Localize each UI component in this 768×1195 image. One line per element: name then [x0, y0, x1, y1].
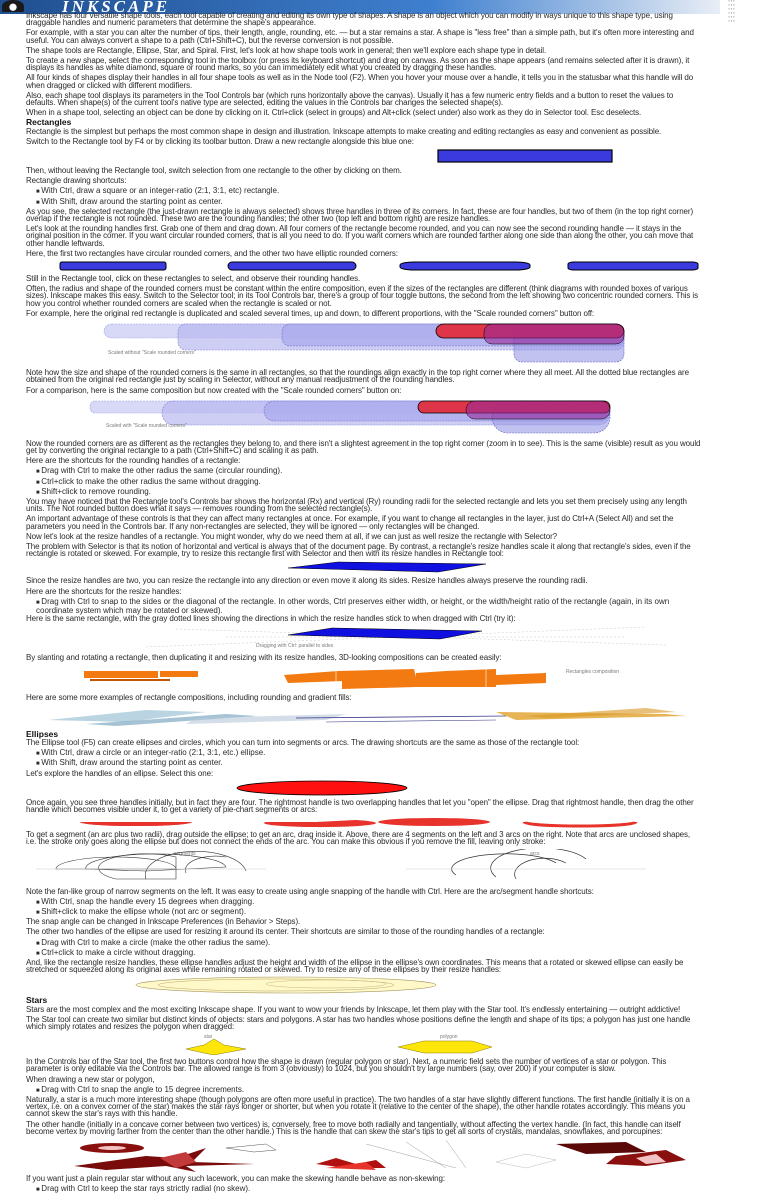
- ellipse-arc-1[interactable]: [378, 818, 490, 826]
- figure-star-variations: [26, 1138, 702, 1172]
- list-item: ■ Ctrl+click to make the other radius the same without dragging.: [36, 478, 702, 487]
- paragraph: The other handle (initially in a concave corner between two vertices) is, conversely, free to move both radially and tangentially, without affecting the vertex handle. (In fact, this handle can itself become vertex by moving farther from the center than the other handle.) This is the handle that can skew the star's tips to get all sorts of crystals, mandalas, snowflakes, and porcupines:: [26, 1119, 681, 1136]
- paragraph: If you want just a plain regular star without any such lacework, you can make the skewing handle behave as non-skewing:: [26, 1174, 446, 1184]
- yellow-polygon[interactable]: [398, 1041, 492, 1053]
- paragraph: For example, with a star you can alter the number of tips, their length, angle, rounding, etc. — but a star remains a star. A shape is "less free" than a simple path, but it's often more interesting and useful. You can always convert a shape to a path (Ctrl+Shift+C), but the reverse conversion is not possible.: [26, 28, 694, 45]
- paragraph: Let's explore the handles of an ellipse. Select this one:: [26, 768, 214, 778]
- paragraph: When in a shape tool, selecting an object can be done by clicking on it. Ctrl+click (select in groups) and Alt+click (select under) also work as they do in Selector tool. Esc deselects.: [26, 108, 642, 118]
- paragraph: Often, the radius and shape of the rounded corners must be constant within the entire composition, even if the sizes of the rectangles are different (think diagrams with rounded boxes of various sizes). Inkscape makes this easy. Switch to the Selector tool; in its Tool Controls bar, there's a group of four toggle buttons, the second from the left showing two concentric rounded corners. This is how you control whether rounded corners are scaled when the rectangle is scaled or not.: [26, 284, 699, 308]
- paragraph: For example, here the original red rectangle is duplicated and scaled several times, up and down, to different proportions, with the "Scale rounded corners" button off:: [26, 308, 595, 318]
- rounded-rectangle-elliptic-1[interactable]: [400, 262, 530, 270]
- figure-rounded-rectangles: [26, 260, 702, 272]
- caption-polygon: polygon: [440, 1034, 458, 1041]
- paragraph: Here are the shortcuts for the resize handles:: [26, 586, 182, 596]
- paragraph: The Ellipse tool (F5) can create ellipses and circles, which you can turn into segments or arcs. The drawing shortcuts are the same as those of the rectangle tool:: [26, 737, 580, 747]
- figure-scaled-rounding-off: [26, 320, 702, 366]
- section-heading-stars: Stars: [26, 995, 48, 1006]
- paragraph: Here are some more examples of rectangle compositions, including rounding and gradient fills:: [26, 692, 352, 702]
- list-item: ■ Drag with Ctrl to keep the star rays strictly radial (no skew).: [36, 1185, 702, 1194]
- paragraph: The Star tool can create two similar but distinct kinds of objects: stars and polygons. A star has two handles whose positions define the length and shape of its tips; a polygon has just one handle which simply rotates and resizes the polygon when dragged:: [26, 1014, 691, 1032]
- list-item: ■ Drag with Ctrl to snap to the sides or the diagonal of the rectangle. In other words, Ctrl preserves either width, or height, or the width/height ratio of the rectangle (again, in its own coordinate system which may be rotated or skewed).: [36, 598, 702, 614]
- paragraph: When drawing a new star or polygon,: [26, 1074, 155, 1084]
- paragraph: To create a new shape, select the corresponding tool in the toolbox (or press its keyboard shortcut) and drag on canvas. As soon as the shape appears (and remains selected after it is drawn), it displays its handles as white diamond, square or round marks, so you can immediately edit what you created by dragging these handles.: [26, 56, 690, 73]
- figure-3d-compositions: [26, 665, 702, 691]
- paragraph: Naturally, a star is a much more interesting shape (though polygons are often more useful in practice). The two handles of a star have slightly different functions. The first handle (initially it is on a vertex, i.e. on a convex corner of the star) makes the star rays longer or shorter, but when you rotate it (relative to the center of the shape), the other handle rotates accordingly. This means you cannot skew the star's rays with this handle.: [26, 1095, 690, 1119]
- paragraph: Let's look at the rounding handles first. Grab one of them and drag down. All four corners of the rectangle become rounded, and you can now see the second rounding handle — it stays in the original position in the corner. If you want circular rounded corners, that is all you need to do. If you want corners which are rounded farther along one side than along the other, you can move that other handle leftwards.: [26, 224, 694, 248]
- paragraph: Note the fan-like group of narrow segments on the left. It was easy to create using angle snapping of the handle with Ctrl. Here are the arc/segment handle shortcuts:: [26, 886, 594, 896]
- figure-skewed-rectangle: [26, 560, 702, 574]
- list-item: ■ With Ctrl, snap the handle every 15 degrees when dragging.: [36, 898, 702, 907]
- list-item: ■ With Ctrl, draw a circle or an integer-ratio (2:1, 3:1, etc.) ellipse.: [36, 749, 702, 758]
- ellipse-arc-2[interactable]: [524, 822, 636, 826]
- paragraph: An important advantage of these controls is that they can affect many rectangles at once. For example, if you want to change all rectangles in the layer, just do Ctrl+A (Select All) and set the parameters you need in the Controls bar. If any non-rectangles are selected, they will be ignored — only rectangles will be changed.: [26, 514, 674, 531]
- header-title: INKSCAPE: [62, 0, 171, 16]
- paragraph: Stars are the most complex and the most exciting Inkscape shape. If you want to wow your friends by Inkscape, let them play with the Star tool. It's endlessly entertaining — outright addictive!: [26, 1004, 681, 1014]
- list-item: ■ Ctrl+click to make a circle without dragging.: [36, 949, 702, 958]
- list-item: ■ With Ctrl, draw a square or an integer-ratio (2:1, 3:1, etc) rectangle.: [36, 187, 702, 196]
- figure-resizable-ellipses: [26, 976, 702, 994]
- figure-gradient-compositions: [26, 704, 702, 728]
- paragraph: You may have noticed that the Rectangle tool's Controls bar shows the horizontal (Rx) and vertical (Ry) rounding radii for the selected rectangle and lets you set them precisely using any length units. The Not rounded button does what it says — removes rounding from the selected rectangle(s).: [26, 496, 687, 514]
- figure-unfilled-arcs: [26, 849, 702, 885]
- paragraph: In the Controls bar of the Star tool, the first two buttons control how the shape is drawn (regular polygon or star). Next, a numeric field sets the number of vertices of a star or polygon. This parameter is only editable via the Controls bar. The allowed range is from 3 (obviously) to 1024, but you shouldn't try large numbers (say, over 200) if your computer is slow.: [26, 1057, 667, 1074]
- list-item: ■ With Shift, draw around the starting point as center.: [36, 759, 702, 768]
- paragraph: The shape tools are Rectangle, Ellipse, Star, and Spiral. First, let's look at how shape tools work in general; then we'll explore each shape type in detail.: [26, 45, 547, 55]
- tutorial-content: [26, 12, 702, 1195]
- paragraph: Note how the size and shape of the rounded corners is the same in all rectangles, so that the roundings align exactly in the top right corner where they all meet. All the dotted blue rectangles are obtained from the original red rectangle just by scaling in Selector, without any manual readjustment of the rounding handles.: [26, 368, 689, 385]
- rounded-rectangle-elliptic-2[interactable]: [568, 262, 698, 270]
- caption-compositions: Rectangles composition: [566, 668, 620, 675]
- caption-segments: segments: [174, 850, 196, 857]
- paragraph: Rectangle is the simplest but perhaps the most common shape in design and illustration. Inkscape attempts to make creating and editing rectangles as easy and convenient as possible.: [26, 126, 662, 136]
- paragraph: Inkscape has four versatile shape tools, each tool capable of creating and editing its own type of shapes. A shape is an object which you can modify in ways unique to this shape type, using draggable handles and numeric parameters that determine the shape's appearance.: [26, 11, 673, 28]
- paragraph: Switch to the Rectangle tool by F4 or by clicking its toolbar button. Draw a new rectangle alongside this blue one:: [26, 136, 414, 146]
- paragraph: Here, the first two rectangles have circular rounded corners, and the other two have elliptic rounded corners:: [26, 248, 398, 258]
- inkscape-logo-icon: [2, 0, 24, 12]
- paragraph: Since the resize handles are two, you can resize the rectangle into any direction or even move it along its sides. Resize handles always preserve the rounding radii.: [26, 576, 588, 586]
- paragraph: Here is the same rectangle, with the gray dotted lines showing the directions in which the resize handles stick to when dragged with Ctrl (try it):: [26, 614, 516, 624]
- caption-star: star: [204, 1034, 213, 1041]
- paragraph: All four kinds of shapes display their handles in all four shape tools as well as in the Node tool (F2). When you hover your mouse over a handle, it tells you in the statusbar what this handle will do when dragged or clicked with different modifiers.: [26, 73, 694, 90]
- list-item: ■ Drag with Ctrl to snap the angle to 15 degree increments.: [36, 1086, 702, 1095]
- red-ellipse[interactable]: [237, 781, 407, 795]
- paragraph: And, like the rectangle resize handles, these ellipse handles adjust the height and width of the ellipse in the ellipse's own coordinates. This means that a rotated or skewed ellipse can easily be stretched or squeezed along its original axes while remaining rotated or skewed. Try to resize any of these ellipses by their resize handles:: [26, 958, 684, 975]
- figure-blue-rectangle: [26, 148, 702, 164]
- paragraph: The other two handles of the ellipse are used for resizing it around its center. Their shortcuts are similar to those of the rounding handles of a rectangle:: [26, 927, 545, 937]
- paragraph: Still in the Rectangle tool, click on these rectangles to select, and observe their rounding handles.: [26, 274, 361, 284]
- yellow-star[interactable]: [186, 1039, 246, 1055]
- figure-segments-arcs: [26, 816, 702, 828]
- figure-scaled-rounding-on: [26, 397, 702, 437]
- figure-red-ellipse: [26, 780, 702, 796]
- figure-star-polygon: [26, 1033, 702, 1055]
- paragraph: Now let's look at the resize handles of a rectangle. You might wonder, why do we need them at all, if we can just as well resize the rectangle with Selector?: [26, 531, 558, 541]
- paragraph: To get a segment (an arc plus two radii), drag outside the ellipse; to get an arc, drag inside it. Above, there are 4 segments on the left and 3 arcs on the right. Note that arcs are unclosed shapes, i.e. the stroke only goes along the ellipse but does not connect the ends of the arc. You can make this obvious if you remove the fill, leaving only stroke:: [26, 830, 691, 847]
- yellow-ellipse[interactable]: [136, 977, 436, 993]
- rounded-rectangle-circular-2[interactable]: [228, 262, 356, 270]
- list-item: ■ Shift+click to remove rounding.: [36, 488, 702, 497]
- paragraph: Rectangle drawing shortcuts:: [26, 176, 127, 186]
- caption-scaled-on: Scaled with "Scale rounded corners": [106, 422, 187, 429]
- caption-scaled-off: Scaled without "Scale rounded corners": [108, 350, 196, 357]
- skewed-blue-rectangle-guided[interactable]: [288, 628, 482, 639]
- blue-rectangle[interactable]: [438, 150, 612, 162]
- list-item: ■ With Shift, draw around the starting point as center.: [36, 198, 702, 207]
- side-margin-mark: ▪▪▪ ▪▪▪ ▪▪▪ ▪▪▪ ▪▪▪ ▪▪▪: [728, 0, 736, 24]
- paragraph: Also, each shape tool displays its parameters in the Tool Controls bar (which runs horizontally above the canvas). Usually it has a few numeric entry fields and a button to reset the values to defaults. When shape(s) of the current tool's native type are selected, editing the values in the Controls bar changes the selected shape(s).: [26, 90, 674, 108]
- paragraph: Now the rounded corners are as different as the rectangles they belong to, and there isn't a slightest agreement in the top right corner (zoom in to see). This is the same (visible) result as you would get by converting the original rectangle to a path (Ctrl+Shift+C) and scaling it as path.: [26, 438, 701, 455]
- paragraph: By slanting and rotating a rectangle, then duplicating it and resizing with its resize handles, 3D-looking compositions can be created easily:: [26, 653, 502, 663]
- paragraph: Then, without leaving the Rectangle tool, switch selection from one rectangle to the other by clicking on them.: [26, 166, 402, 176]
- skewed-blue-rectangle[interactable]: [288, 562, 486, 572]
- paragraph: Once again, you see three handles initially, but in fact they are four. The rightmost handle is two overlapping handles that let you "open" the ellipse. Drag that rightmost handle, then drag the other handle which becomes visible under it, to get a variety of pie-chart segments or arcs:: [26, 797, 694, 814]
- section-heading-rectangles: Rectangles: [26, 117, 72, 128]
- figure-skewed-rectangle-guides: [26, 625, 702, 651]
- paragraph: The problem with Selector is that its notion of horizontal and vertical is always that of the document page. By contrast, a rectangle's resize handles scale it along that rectangle's sides, even if the rectangle is rotated or skewed. For example, try to resize this rectangle first with Selector and then with its resize handles in Rectangle tool:: [26, 541, 691, 559]
- list-item: ■ Shift+click to make the ellipse whole (not arc or segment).: [36, 908, 702, 917]
- ellipse-segment-3[interactable]: [264, 820, 376, 827]
- list-item: ■ Drag with Ctrl to make the other radius the same (circular rounding).: [36, 467, 702, 476]
- paragraph: As you see, the selected rectangle (the just-drawn rectangle is always selected) shows three handles in three of its corners. In fact, these are four handles, but two of them (in the top right corner) overlap if the rectangle is not rounded. These two are the rounding handles; the other two (top left and bottom right) are resize handles.: [26, 206, 694, 224]
- caption-arcs: arcs: [530, 850, 540, 857]
- paragraph: For a comparison, here is the same composition but now created with the "Scale rounded corners" button on:: [26, 385, 402, 395]
- caption-rotate-ctrl: Dragging with Ctrl: parallel to sides: [256, 643, 334, 650]
- paragraph: Here are the shortcuts for the rounding handles of a rectangle:: [26, 456, 241, 466]
- section-heading-ellipses: Ellipses: [26, 728, 59, 739]
- ellipse-segment-2[interactable]: [80, 822, 192, 826]
- list-item: ■ Drag with Ctrl to make a circle (make the other radius the same).: [36, 939, 702, 948]
- paragraph: The snap angle can be changed in Inkscape Preferences (in Behavior > Steps).: [26, 917, 301, 927]
- rounded-rectangle-circular-1[interactable]: [60, 262, 166, 270]
